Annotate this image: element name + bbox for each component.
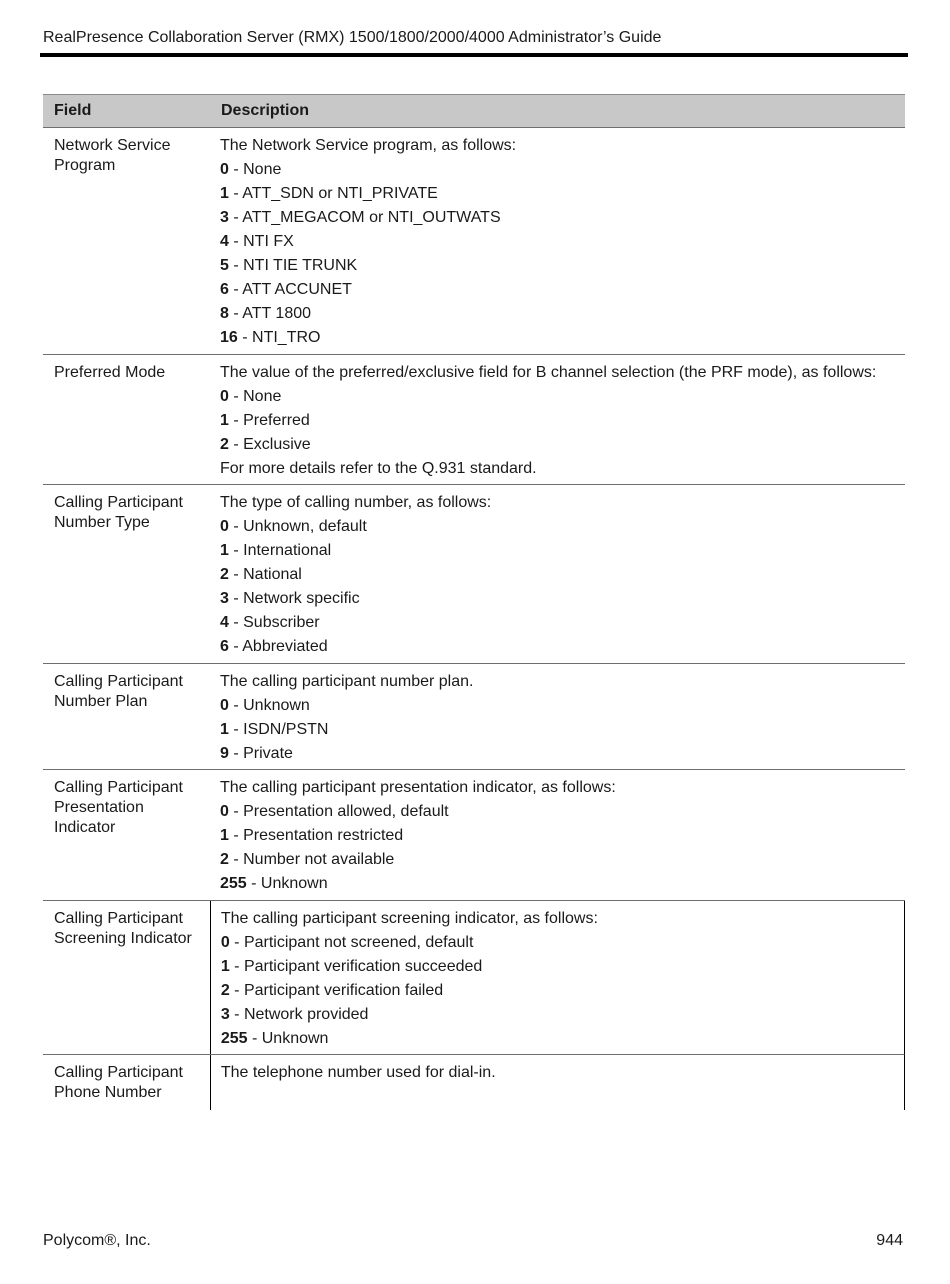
value-meaning: - ATT_MEGACOM or NTI_OUTWATS — [228, 209, 501, 226]
field-description — [210, 485, 905, 663]
value-option — [221, 979, 904, 1003]
field-description — [210, 664, 905, 769]
value-meaning: - ATT ACCUNET — [228, 281, 352, 298]
value-code: 1 — [220, 412, 229, 429]
value-meaning: - International — [228, 542, 332, 559]
value-code: 2 — [220, 982, 230, 999]
value-code: 1 — [220, 958, 230, 975]
field-description-table — [43, 94, 905, 1110]
field-name: Calling Participant Screening Indicator — [54, 910, 192, 947]
value-option — [221, 1027, 904, 1051]
value-meaning: - None — [228, 388, 282, 405]
value-meaning: - Participant verification failed — [229, 982, 444, 999]
value-meaning: - National — [228, 566, 302, 583]
value-meaning: - Participant verification succeeded — [229, 958, 483, 975]
value-option — [220, 563, 905, 587]
value-option — [220, 230, 905, 254]
value-option — [220, 611, 905, 635]
field-description — [210, 355, 905, 484]
value-option — [221, 1003, 904, 1027]
value-code: 9 — [220, 745, 229, 762]
value-code: 0 — [220, 697, 229, 714]
value-meaning: - Presentation allowed, default — [228, 803, 449, 820]
value-option — [220, 824, 905, 848]
value-code: 3 — [220, 590, 229, 607]
field-name: Calling Participant Presentation Indicator — [54, 779, 183, 836]
value-code: 255 — [220, 875, 247, 892]
value-meaning: - NTI FX — [228, 233, 294, 250]
value-option — [220, 539, 905, 563]
value-option — [220, 635, 905, 659]
value-option — [220, 872, 905, 896]
description-intro: The type of calling number, as follows: — [220, 494, 492, 511]
value-option — [220, 515, 905, 539]
column-header-field: Field — [54, 102, 92, 119]
value-meaning: - Presentation restricted — [228, 827, 404, 844]
table-row — [43, 901, 905, 1055]
value-option — [220, 278, 905, 302]
value-option — [221, 931, 904, 955]
description-intro: The calling participant screening indicator, as follows: — [220, 910, 598, 927]
value-option — [220, 326, 905, 350]
table-row — [43, 485, 905, 664]
value-code: 255 — [220, 1030, 248, 1047]
value-code: 1 — [220, 542, 229, 559]
value-code: 0 — [220, 803, 229, 820]
value-meaning: - Exclusive — [228, 436, 311, 453]
description-intro: The Network Service program, as follows: — [220, 137, 517, 154]
value-meaning: - Unknown, default — [228, 518, 367, 535]
description-intro: The calling participant number plan. — [220, 673, 474, 690]
description-intro: The value of the preferred/exclusive field for B channel selection (the PRF mode), as follows: — [220, 364, 877, 381]
value-code: 16 — [220, 329, 238, 346]
field-name: Calling Participant Phone Number — [54, 1064, 183, 1101]
table-row — [43, 770, 905, 901]
field-description — [210, 901, 904, 1054]
value-option — [220, 206, 905, 230]
value-meaning: - Network specific — [228, 590, 360, 607]
value-option — [220, 158, 905, 182]
field-name: Network Service Program — [54, 137, 171, 174]
value-meaning: - Unknown — [247, 1030, 329, 1047]
value-meaning: - Private — [228, 745, 293, 762]
table-row — [43, 128, 905, 355]
value-meaning: - ATT 1800 — [228, 305, 312, 322]
value-meaning: - Network provided — [229, 1006, 369, 1023]
description-intro: The calling participant presentation indicator, as follows: — [220, 779, 616, 796]
value-code: 3 — [220, 1006, 230, 1023]
value-option — [220, 742, 905, 766]
value-meaning: - Subscriber — [228, 614, 320, 631]
value-option — [220, 587, 905, 611]
field-description — [210, 770, 905, 900]
value-meaning: - NTI TIE TRUNK — [228, 257, 358, 274]
value-code: 2 — [220, 436, 229, 453]
value-code: 2 — [220, 566, 229, 583]
value-code: 0 — [220, 934, 230, 951]
field-description — [210, 128, 905, 354]
table-row — [43, 1055, 905, 1110]
table-row — [43, 664, 905, 770]
value-option — [220, 433, 905, 457]
value-meaning: - None — [228, 161, 282, 178]
value-code: 1 — [220, 827, 229, 844]
value-code: 5 — [220, 257, 229, 274]
value-code: 8 — [220, 305, 229, 322]
value-option — [220, 254, 905, 278]
value-option — [220, 385, 905, 409]
value-code: 1 — [220, 721, 229, 738]
value-option — [220, 800, 905, 824]
value-code: 2 — [220, 851, 229, 868]
value-option — [220, 694, 905, 718]
value-meaning: - Unknown — [246, 875, 328, 892]
table-row — [43, 355, 905, 485]
value-code: 0 — [220, 161, 229, 178]
field-name: Preferred Mode — [54, 364, 166, 381]
column-header-description: Description — [221, 102, 310, 119]
value-option — [220, 409, 905, 433]
value-code: 1 — [220, 185, 229, 202]
value-code: 4 — [220, 614, 229, 631]
description-note: For more details refer to the Q.931 standard. — [220, 460, 537, 477]
value-meaning: - Preferred — [228, 412, 310, 429]
value-meaning: - Abbreviated — [228, 638, 328, 655]
value-meaning: - Unknown — [228, 697, 310, 714]
value-option — [221, 955, 904, 979]
value-meaning: - Number not available — [228, 851, 395, 868]
value-code: 6 — [220, 638, 229, 655]
value-code: 3 — [220, 209, 229, 226]
table-header-row — [43, 94, 905, 128]
value-option — [220, 302, 905, 326]
value-option — [220, 848, 905, 872]
value-code: 0 — [220, 388, 229, 405]
value-code: 4 — [220, 233, 229, 250]
field-description — [210, 1055, 904, 1110]
value-meaning: - ISDN/PSTN — [228, 721, 329, 738]
footer-company: Polycom®, Inc. — [43, 1232, 151, 1249]
page-number: 944 — [876, 1232, 903, 1249]
value-option — [220, 718, 905, 742]
description-intro: The telephone number used for dial-in. — [220, 1064, 496, 1081]
value-meaning: - Participant not screened, default — [229, 934, 474, 951]
value-meaning: - NTI_TRO — [237, 329, 321, 346]
value-meaning: - ATT_SDN or NTI_PRIVATE — [228, 185, 438, 202]
header-divider — [40, 53, 908, 57]
value-code: 6 — [220, 281, 229, 298]
field-name: Calling Participant Number Plan — [54, 673, 183, 710]
page-header-title: RealPresence Collaboration Server (RMX) 1500/1800/2000/4000 Administrator’s Guide — [43, 29, 662, 46]
value-option — [220, 182, 905, 206]
value-code: 0 — [220, 518, 229, 535]
field-name: Calling Participant Number Type — [54, 494, 183, 531]
